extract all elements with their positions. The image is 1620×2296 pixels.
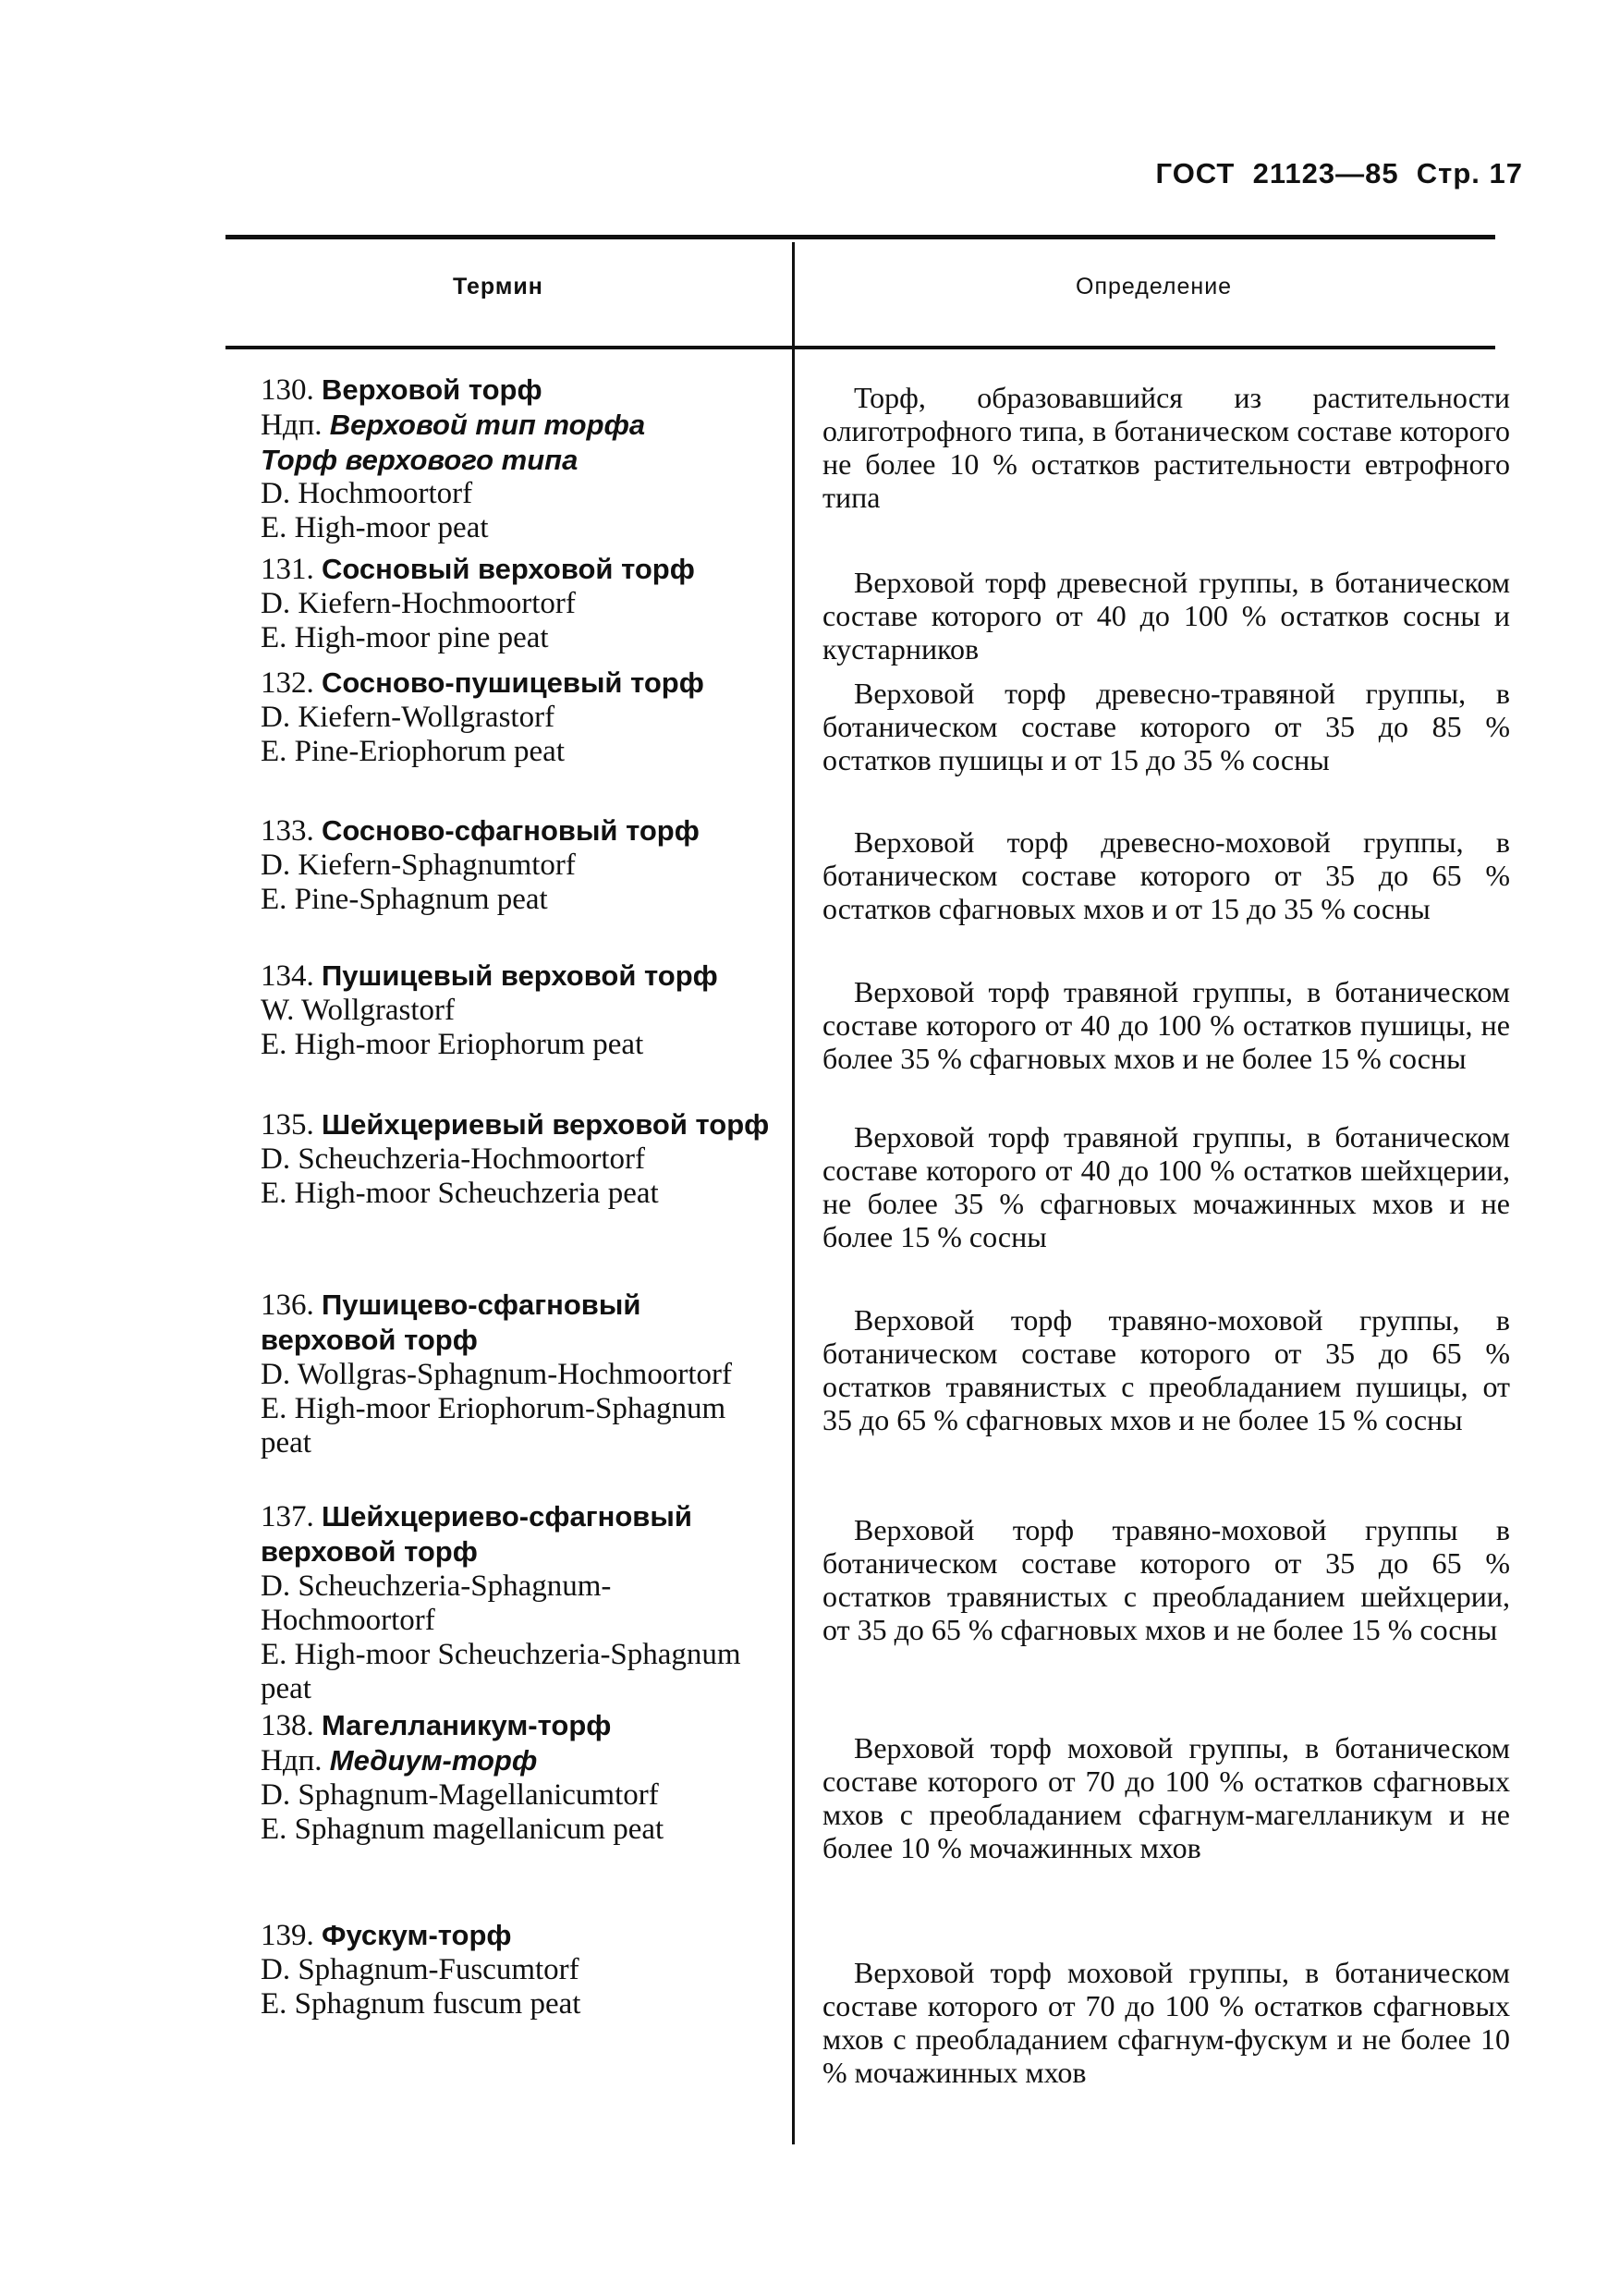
german-equivalent: D. Scheuchzeria-Sphagnum-Hochmoortorf <box>261 1569 612 1637</box>
term-entry-134: 134. Пушицевый верховой торф W. Wollgrastorf E. High-moor Eriophorum peat <box>235 959 771 1062</box>
term-name: Фускум-торф <box>322 1919 512 1951</box>
column-header-definition: Определение <box>1076 274 1233 299</box>
definition-130: Торф, образовавшийся из растительности олиготрофного типа, в ботаническом составе которого не более 10 % остатков растительности евтрофного типа <box>822 381 1510 514</box>
term-name: Магелланикум-торф <box>322 1709 612 1741</box>
german-equivalent: D. Sphagnum-Magellanicumtorf <box>261 1778 659 1812</box>
english-equivalent: E. Pine-Sphagnum peat <box>261 883 548 916</box>
column-divider <box>792 242 795 2144</box>
table-header-rule <box>225 346 1495 349</box>
definition-138: Верховой торф моховой группы, в ботаническом составе которого от 70 до 100 % остатков сфагновых мхов с преобладанием сфагнум-магелланикум и не более 10 % мочажинных мхов <box>822 1731 1510 1864</box>
german-equivalent: D. Scheuchzeria-Hochmoortorf <box>261 1142 645 1176</box>
term-name: Сосново-пушицевый торф <box>322 666 704 699</box>
definition-131: Верховой торф древесной группы, в ботаническом составе которого от 40 до 100 % остатков сосны и кустарников <box>822 566 1510 666</box>
term-entry-133: 133. Сосново-сфагновый торф D. Kiefern-Sphagnumtorf E. Pine-Sphagnum peat <box>235 813 771 917</box>
term-name: Пушицевый верховой торф <box>322 959 718 992</box>
term-entry-131: 131. Сосновый верховой торф D. Kiefern-Hochmoortorf E. High-moor pine peat <box>235 552 771 655</box>
term-name: Сосновый верховой торф <box>322 553 695 585</box>
german-equivalent: W. Wollgrastorf <box>261 994 455 1027</box>
deprecated-term: Медиум-торф <box>329 1744 538 1777</box>
english-equivalent: E. Pine-Eriophorum peat <box>261 735 566 768</box>
term-name: Сосново-сфагновый торф <box>322 814 700 847</box>
term-name: Шейхцериево-сфагновый верховой торф <box>261 1500 692 1568</box>
german-equivalent: D. Wollgras-Sphagnum-Hochmoortorf <box>261 1358 732 1391</box>
german-equivalent: D. Hochmoortorf <box>261 477 473 510</box>
term-name: Пушицево-сфагновый верховой торф <box>261 1288 641 1356</box>
definition-139: Верховой торф моховой группы, в ботаническом составе которого от 70 до 100 % остатков сфагновых мхов с преобладанием сфагнум-фускум и не более 10 % мочажинных мхов <box>822 1956 1510 2089</box>
definition-137: Верховой торф травяно-моховой группы в ботаническом составе которого от 35 до 65 % остатков травянистых с преобладанием шейхцерии, от 35 до 65 % сфагновых мхов и не более 15 % сосны <box>822 1513 1510 1646</box>
term-name: Шейхцериевый верховой торф <box>322 1108 770 1141</box>
page-header: ГОСТ 21123—85 Стр. 17 <box>1155 157 1523 189</box>
deprecated-term: Верховой тип торфа <box>329 409 646 441</box>
english-equivalent: E. High-moor Scheuchzeria-Sphagnum peat <box>261 1638 741 1705</box>
english-equivalent: E. High-moor peat <box>261 511 489 544</box>
german-equivalent: D. Kiefern-Sphagnumtorf <box>261 849 576 882</box>
english-equivalent: E. High-moor Scheuchzeria peat <box>261 1177 659 1210</box>
term-name: Верховой торф <box>322 373 542 406</box>
english-equivalent: E. High-moor Eriophorum-Sphagnum peat <box>261 1392 726 1459</box>
english-equivalent: E. Sphagnum fuscum peat <box>261 1987 581 2021</box>
german-equivalent: D. Kiefern-Wollgrastorf <box>261 701 555 734</box>
german-equivalent: D. Sphagnum-Fuscumtorf <box>261 1953 579 1986</box>
term-entry-137: 137. Шейхцериево-сфагновый верховой торф D. Scheuchzeria-Sphagnum-Hochmoortorf E. High-moor Scheuchzeria-Sphagnum peat <box>235 1499 771 1706</box>
term-entry-130: 130. Верховой торф Ндп. Верховой тип торфа Торф верхового типа D. Hochmoortorf E. High-moor peat <box>235 372 771 545</box>
term-entry-139: 139. Фускум-торф D. Sphagnum-Fuscumtorf E. Sphagnum fuscum peat <box>235 1918 771 2021</box>
definition-133: Верховой торф древесно-моховой группы, в ботаническом составе которого от 35 до 65 % остатков сфагновых мхов и от 15 до 35 % сосны <box>822 825 1510 925</box>
english-equivalent: E. High-moor pine peat <box>261 621 549 654</box>
term-entry-132: 132. Сосново-пушицевый торф D. Kiefern-Wollgrastorf E. Pine-Eriophorum peat <box>235 666 771 769</box>
term-entry-135: 135. Шейхцериевый верховой торф D. Scheuchzeria-Hochmoortorf E. High-moor Scheuchzeria peat <box>235 1107 771 1211</box>
term-entry-136: 136. Пушицево-сфагновый верховой торф D. Wollgras-Sphagnum-Hochmoortorf E. High-moor Eriophorum-Sphagnum peat <box>235 1288 771 1460</box>
definition-132: Верховой торф древесно-травяной группы, в ботаническом составе которого от 35 до 85 % остатков пушицы и от 15 до 35 % сосны <box>822 677 1510 776</box>
english-equivalent: E. Sphagnum magellanicum peat <box>261 1813 664 1846</box>
definition-135: Верховой торф травяной группы, в ботаническом составе которого от 40 до 100 % остатков шейхцерии, не более 35 % сфагновых мочажинных мхов и не более 15 % сосны <box>822 1120 1510 1253</box>
term-entry-138: 138. Магелланикум-торф Ндп. Медиум-торф D. Sphagnum-Magellanicumtorf E. Sphagnum magellanicum peat <box>235 1708 771 1847</box>
german-equivalent: D. Kiefern-Hochmoortorf <box>261 587 576 620</box>
english-equivalent: E. High-moor Eriophorum peat <box>261 1028 644 1061</box>
definition-136: Верховой торф травяно-моховой группы, в ботаническом составе которого от 35 до 65 % остатков травянистых с преобладанием пушицы, от 35 до 65 % сфагновых мхов и не более 15 % сосны <box>822 1303 1510 1436</box>
definition-134: Верховой торф травяной группы, в ботаническом составе которого от 40 до 100 % остатков пушицы, не более 35 % сфагновых мхов и не более 15 % сосны <box>822 975 1510 1075</box>
deprecated-term: Торф верхового типа <box>261 444 579 476</box>
column-header-term: Термин <box>453 274 543 299</box>
table-top-rule <box>225 235 1495 239</box>
